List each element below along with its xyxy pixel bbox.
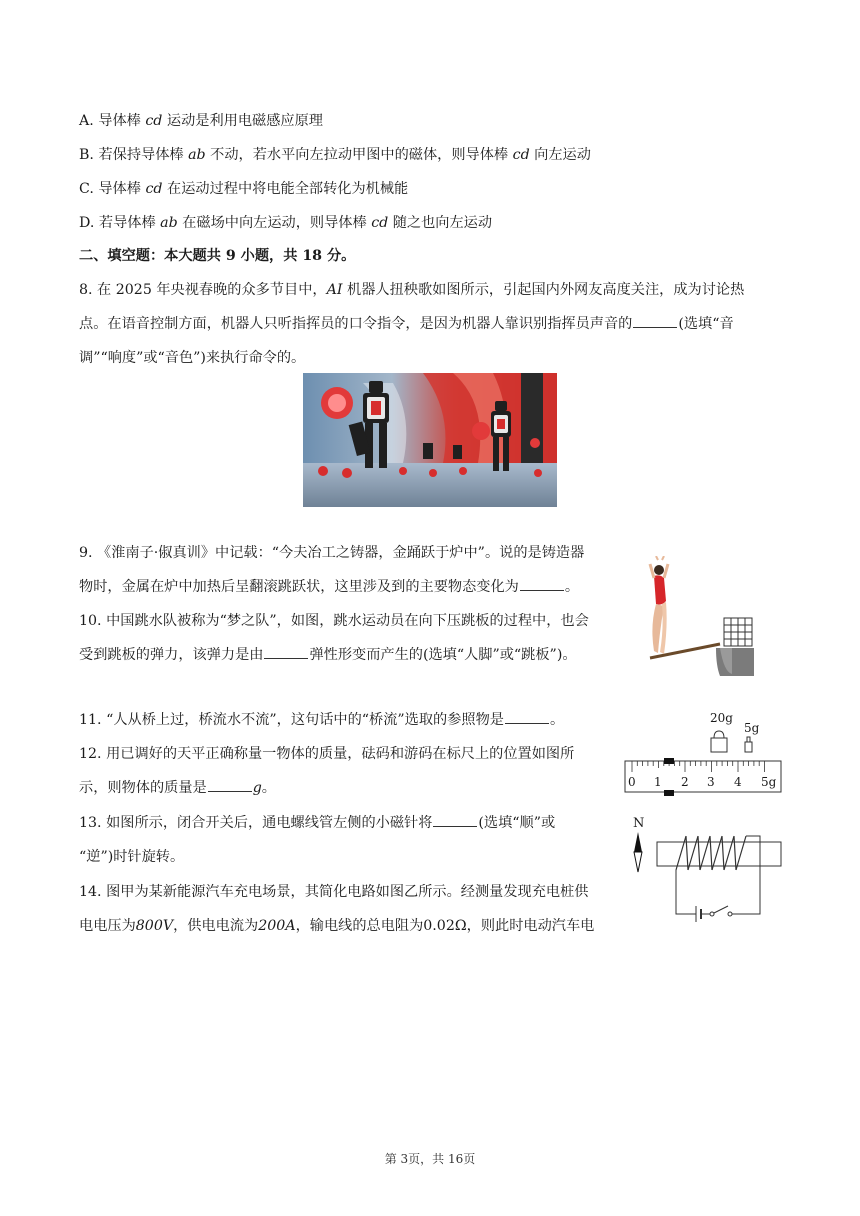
solenoid-circuit xyxy=(626,810,786,926)
balance-weights-scale xyxy=(620,706,786,800)
answer-blank xyxy=(433,813,477,827)
question-13-line-1: 13. 如图所示，闭合开关后，通电螺线管左侧的小磁针将 (选填“顺”或 xyxy=(79,815,556,831)
robot-dance-photo xyxy=(303,373,557,507)
question-12-line-1: 12. 用已调好的天平正确称量一物体的质量，砝码和游码在标尺上的位置如图所 xyxy=(79,746,575,762)
option-c: C. 导体棒 cd 在运动过程中将电能全部转化为机械能 xyxy=(79,181,409,197)
compass-needle-north xyxy=(634,832,642,852)
svg-text:4: 4 xyxy=(734,775,742,789)
option-d: D. 若导体棒 ab 在磁场中向左运动，则导体棒 cd 随之也向左运动 xyxy=(79,215,493,231)
question-9-line-2: 物时，金属在炉中加热后呈翻滚跳跃状，这里涉及到的主要物态变化为 。 xyxy=(79,579,580,595)
rider-top xyxy=(664,758,674,764)
answer-blank xyxy=(264,645,308,659)
weight-20g-label: 20g xyxy=(710,711,733,725)
scale-ruler xyxy=(625,761,781,792)
option-b: B. 若保持导体棒 ab 不动，若水平向左拉动甲图中的磁体，则导体棒 cd 向左运动 xyxy=(79,147,591,163)
rider-bottom xyxy=(664,790,674,796)
compass-north-label: N xyxy=(633,816,645,831)
svg-text:1: 1 xyxy=(654,775,662,789)
svg-text:2: 2 xyxy=(681,775,689,789)
question-14-line-1: 14. 图甲为某新能源汽车充电场景，其简化电路如图乙所示。经测量发现充电桩供 xyxy=(79,884,589,900)
question-8-line-1: 8. 在 2025 年央视春晚的众多节目中，AI 机器人扭秧歌如图所示，引起国内外网友高度关注，成为讨论热 xyxy=(79,282,745,298)
answer-blank xyxy=(520,577,564,591)
question-11: 11. “人从桥上过，桥流水不流”，这句话中的“桥流”选取的参照物是 。 xyxy=(79,712,565,728)
svg-text:0: 0 xyxy=(628,775,636,789)
svg-text:5g: 5g xyxy=(761,775,777,789)
compass-needle-south xyxy=(634,852,642,872)
diver-figure xyxy=(636,556,760,680)
option-a: A. 导体棒 cd 运动是利用电磁感应原理 xyxy=(79,113,323,129)
question-9-line-1: 9. 《淮南子·俶真训》中记载：“今夫冶工之铸器，金踊跃于炉中”。说的是铸造器 xyxy=(79,545,585,561)
answer-blank xyxy=(505,710,549,724)
weight-20g xyxy=(711,738,727,752)
switch xyxy=(714,906,728,913)
answer-blank xyxy=(208,778,252,792)
weight-5g xyxy=(745,742,752,752)
question-8-line-3: 调”“响度”或“音色”)来执行命令的。 xyxy=(79,350,306,366)
question-8-line-2: 点。在语音控制方面，机器人只听指挥员的口令指令，是因为机器人靠识别指挥员声音的 (选填“音 xyxy=(79,316,734,332)
question-12-line-2: 示，则物体的质量是 g。 xyxy=(79,780,276,796)
weight-5g-label: 5g xyxy=(744,721,760,735)
section-heading: 二、填空题：本大题共 9 小题，共 18 分。 xyxy=(79,248,356,264)
page-footer: 第 3页，共 16页 xyxy=(384,1152,476,1166)
question-14-line-2: 电电压为800V，供电电流为200A，输电线的总电阻为0.02Ω，则此时电动汽车电 xyxy=(79,918,595,934)
question-13-line-2: “逆”)时针旋转。 xyxy=(79,849,185,865)
question-10-line-2: 受到跳板的弹力，该弹力是由 弹性形变而产生的(选填“人脚”或“跳板”)。 xyxy=(79,647,577,663)
svg-text:3: 3 xyxy=(707,775,715,789)
answer-blank xyxy=(633,314,677,328)
question-10-line-1: 10. 中国跳水队被称为“梦之队”，如图，跳水运动员在向下压跳板的过程中，也会 xyxy=(79,613,589,629)
